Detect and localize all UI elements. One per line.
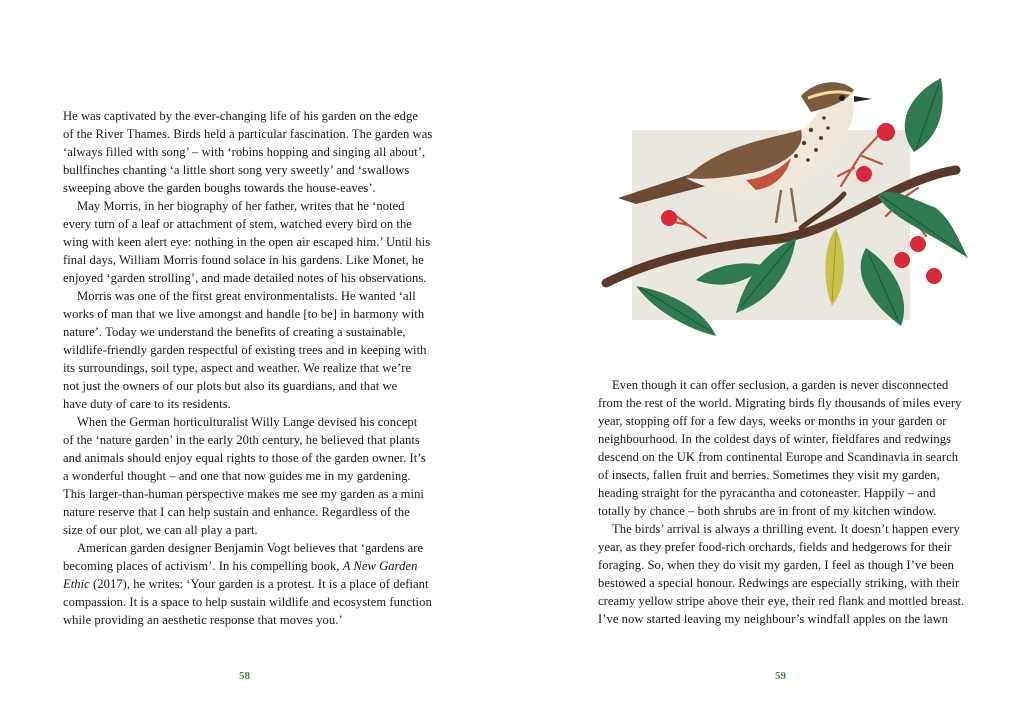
- text-line: nature reserve that I can help sustain and enhance. Regardless of the: [63, 505, 410, 519]
- book-title: A New Garden: [342, 559, 418, 573]
- text-line: creamy yellow stripe above their eye, their red flank and mottled breast.: [598, 594, 965, 608]
- text-line: and animals should enjoy equal rights to those of the garden owner. It’s: [63, 451, 426, 465]
- left-paragraph-1: [63, 107, 433, 197]
- page-number: 59: [775, 670, 786, 682]
- text-line: American garden designer Benjamin Vogt believes that ‘gardens are: [77, 541, 424, 555]
- right-paragraph-1: [598, 376, 978, 520]
- text-line: of the River Thames. Birds held a particular fascination. The garden was: [63, 127, 433, 141]
- text-line: The birds’ arrival is always a thrilling event. It doesn’t happen every: [612, 522, 960, 536]
- text-line: May Morris, in her biography of her father, writes that he ‘noted: [77, 199, 405, 213]
- right-page-body-text: [598, 376, 978, 628]
- text-line: When the German horticulturalist Willy Lange devised his concept: [77, 415, 418, 429]
- text-line: ‘always filled with song’ – with ‘robins hopping and singing all about’,: [63, 145, 426, 159]
- text-line: year, as they prefer food-rich orchards, fields and hedgerows for their: [598, 540, 952, 554]
- text-line: enjoyed ‘garden strolling’, and made detailed notes of his observations.: [63, 271, 427, 285]
- text-line: totally by chance – both shrubs are in front of my kitchen window.: [598, 504, 937, 518]
- text-line: works of man that we live amongst and handle [to be] in harmony with: [63, 307, 425, 321]
- text-line: not just the owners of our plots but also its guardians, and that we: [63, 379, 398, 393]
- text-line: have duty of care to its residents.: [63, 397, 231, 411]
- text-line: final days, William Morris found solace in his gardens. Like Monet, he: [63, 253, 424, 267]
- text-line: of the ‘nature garden’ in the early 20th century, he believed that plants: [63, 433, 420, 447]
- text-line: from the rest of the world. Migrating birds fly thousands of miles every: [598, 396, 962, 410]
- text-line: Even though it can offer seclusion, a garden is never disconnected: [612, 378, 949, 392]
- text-fragment: becoming places of activism’. In his compelling book,: [63, 559, 343, 573]
- text-fragment: (2017), he writes: ‘Your garden is a protest. It is a place of defiant: [89, 577, 429, 591]
- text-line: [63, 575, 433, 593]
- text-line: neighbourhood. In the coldest days of winter, fieldfares and redwings: [598, 432, 952, 446]
- text-line: compassion. It is a space to help sustain wildlife and ecosystem function: [63, 595, 432, 609]
- left-paragraph-2: [63, 197, 433, 287]
- text-line: bestowed a special honour. Redwings are especially striking, with their: [598, 576, 960, 590]
- right-page: [512, 0, 1024, 724]
- text-line: foraging. So, when they do visit my garden, I feel as though I’ve been: [598, 558, 955, 572]
- right-paragraph-2: [598, 520, 978, 628]
- page-number: 58: [239, 670, 250, 682]
- left-paragraph-4: [63, 413, 433, 539]
- text-line: nature’. Today we understand the benefits of creating a sustainable,: [63, 325, 406, 339]
- text-line: of insects, fallen fruit and berries. Sometimes they visit my garden,: [598, 468, 940, 482]
- text-line: its surroundings, soil type, aspect and weather. We realize that we’re: [63, 361, 412, 375]
- text-line: year, stopping off for a few days, weeks or months in your garden or: [598, 414, 947, 428]
- text-line: a wonderful thought – and one that now guides me in my gardening.: [63, 469, 411, 483]
- text-line: size of our plot, we can all play a part.: [63, 523, 258, 537]
- left-paragraph-3: [63, 287, 433, 413]
- text-line: This larger-than-human perspective makes me see my garden as a mini: [63, 487, 424, 501]
- redwing-bird-illustration: [596, 68, 988, 348]
- text-line: wildlife-friendly garden respectful of existing trees and in keeping with: [63, 343, 427, 357]
- text-line: every turn of a leaf or attachment of stem, watched every bird on the: [63, 217, 412, 231]
- book-title: Ethic: [63, 577, 90, 591]
- text-line: descend on the UK from continental Europe and Scandinavia in search: [598, 450, 959, 464]
- text-line: heading straight for the pyracantha and cotoneaster. Happily – and: [598, 486, 936, 500]
- text-line: [63, 557, 433, 575]
- text-line: while providing an aesthetic response that moves you.’: [63, 613, 343, 627]
- text-line: wing with keen alert eye: nothing in the open air escaped him.’ Until his: [63, 235, 431, 249]
- text-line: bullfinches chanting ‘a little short song very sweetly’ and ‘swallows: [63, 163, 410, 177]
- text-line: Morris was one of the first great environmentalists. He wanted ‘all: [77, 289, 416, 303]
- text-line: sweeping above the garden boughs towards the house-eaves’.: [63, 181, 376, 195]
- bird-on-branch-icon: [596, 68, 988, 348]
- left-paragraph-5: [63, 539, 433, 629]
- left-page-body-text: [63, 107, 433, 629]
- text-line: I’ve now started leaving my neighbour’s windfall apples on the lawn: [598, 612, 949, 626]
- text-line: He was captivated by the ever-changing life of his garden on the edge: [63, 109, 418, 123]
